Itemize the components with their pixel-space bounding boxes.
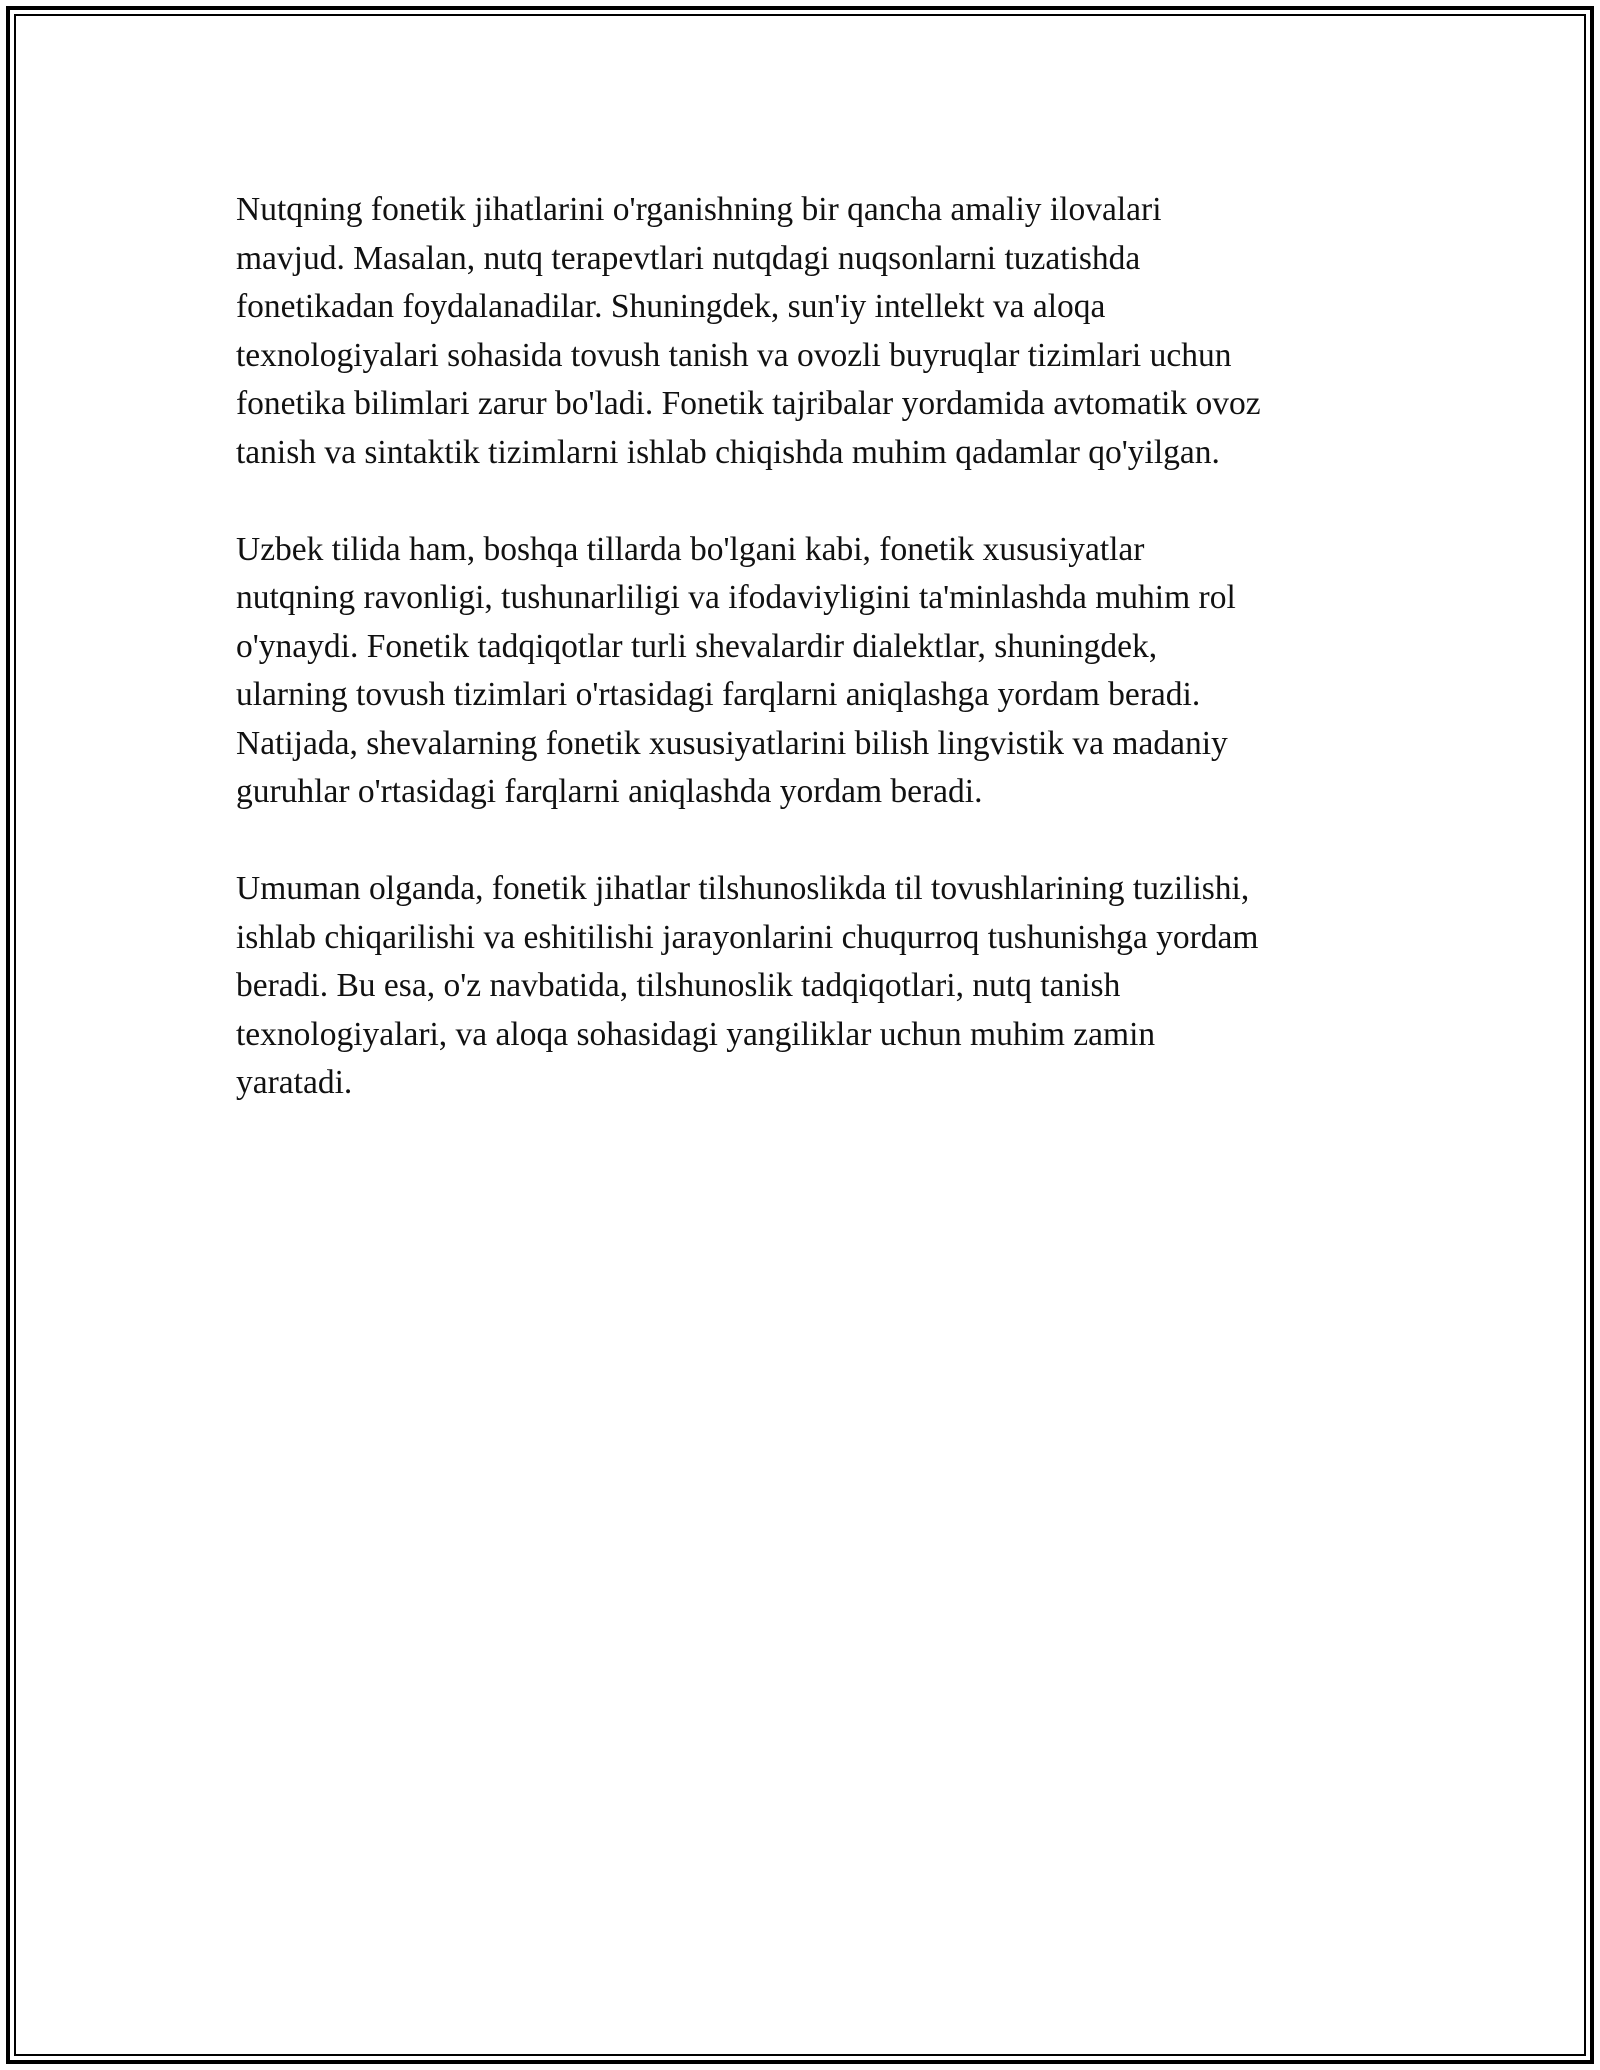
text-line: Umuman olganda, fonetik jihatlar tilshunoslikda til tovushlarining tuzilishi,	[236, 870, 1250, 907]
text-line: texnologiyalari, va aloqa sohasidagi yangiliklar uchun muhim zamin	[236, 1015, 1156, 1053]
text-line: Nutqning fonetik jihatlarini o'rganishning bir qancha amaliy ilovalari	[236, 191, 1162, 228]
text-line: Uzbek tilida ham, boshqa tillarda bo'lgani kabi, fonetik xususiyatlar	[236, 530, 1145, 568]
text-line: Natijada, shevalarning fonetik xususiyatlarini bilish lingvistik va madaniy	[236, 724, 1228, 762]
paragraph-2	[236, 526, 1366, 817]
text-line: nutqning ravonligi, tushunarliligi va ifodaviyligini ta'minlashda muhim rol	[236, 579, 1236, 616]
text-line: tanish va sintaktik tizimlarni ishlab chiqishda muhim qadamlar qo'yilgan.	[236, 433, 1220, 471]
text-line: texnologiyalari sohasida tovush tanish va ovozli buyruqlar tizimlari uchun	[236, 336, 1232, 374]
text-line: o'ynaydi. Fonetik tadqiqotlar turli shevalardir dialektlar, shuningdek,	[236, 627, 1158, 665]
text-line: beradi. Bu esa, o'z navbatida, tilshunoslik tadqiqotlari, nutq tanish	[236, 967, 1121, 1004]
text-line: guruhlar o'rtasidagi farqlarni aniqlashda yordam beradi.	[236, 773, 983, 810]
text-line: yaratadi.	[236, 1064, 353, 1101]
text-line: fonetikadan foydalanadilar. Shuningdek, sun'iy intellekt va aloqa	[236, 288, 1106, 325]
paragraph-1	[236, 186, 1366, 477]
paragraph-3	[236, 865, 1366, 1108]
text-line: ularning tovush tizimlari o'rtasidagi farqlarni aniqlashga yordam beradi.	[236, 676, 1201, 713]
text-line: mavjud. Masalan, nutq terapevtlari nutqdagi nuqsonlarni tuzatishda	[236, 239, 1141, 277]
text-line: ishlab chiqarilishi va eshitilishi jarayonlarini chuqurroq tushunishga yordam	[236, 918, 1259, 956]
text-line: fonetika bilimlari zarur bo'ladi. Fonetik tajribalar yordamida avtomatik ovoz	[236, 385, 1261, 422]
document-body	[236, 186, 1366, 1156]
